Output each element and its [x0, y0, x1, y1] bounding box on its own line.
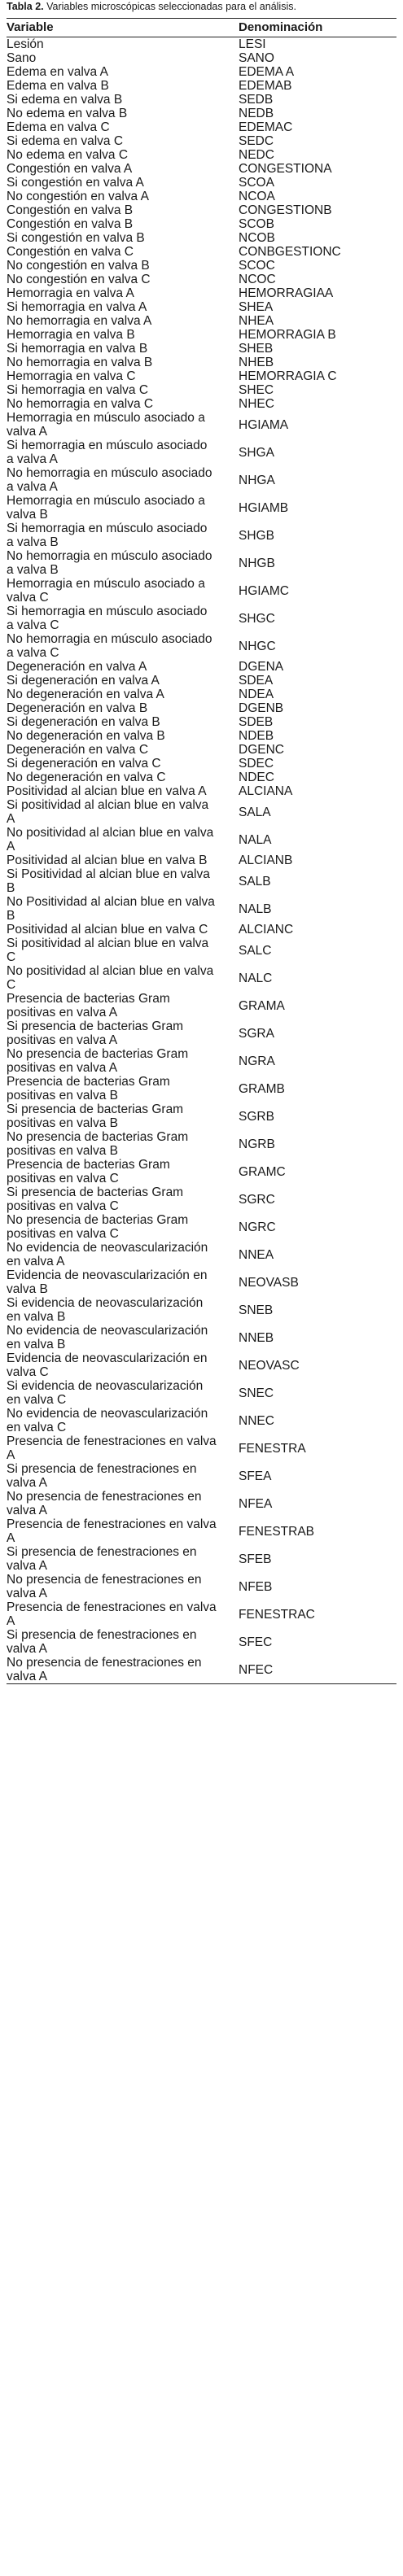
cell-denominacion: SHEB — [239, 342, 274, 356]
cell-denominacion: SEDC — [239, 134, 274, 148]
cell-denominacion: SHEA — [239, 300, 274, 314]
cell-denominacion: CONGESTIONB — [239, 203, 332, 217]
table-row — [7, 688, 396, 701]
cell-denominacion: NCOC — [239, 273, 276, 286]
cell-denominacion: SDEB — [239, 715, 274, 729]
cell-variable: No evidencia de neovascularización en valva A — [7, 1241, 208, 1268]
cell-variable: No positividad al alcian blue en valva A — [7, 826, 214, 854]
cell-variable: Positividad al alcian blue en valva B — [7, 854, 208, 867]
cell-variable: Si congestión en valva A — [7, 176, 144, 190]
cell-variable: No hemorragia en músculo asociado a valva C — [7, 632, 212, 660]
cell-variable: Degeneración en valva B — [7, 701, 148, 715]
cell-variable: No hemorragia en valva C — [7, 397, 154, 411]
table-row — [7, 383, 396, 397]
table-row — [7, 1296, 396, 1324]
table-row — [7, 176, 396, 190]
cell-variable: Hemorragia en valva A — [7, 286, 134, 300]
cell-variable: No positividad al alcian blue en valva C — [7, 964, 214, 992]
cell-variable: Si hemorragia en valva B — [7, 342, 148, 356]
cell-variable: Evidencia de neovascularización en valva B — [7, 1268, 208, 1296]
cell-denominacion: LESI — [239, 37, 266, 51]
cell-variable: Presencia de fenestraciones en valva A — [7, 1600, 217, 1628]
table-row — [7, 992, 396, 1019]
cell-variable: No degeneración en valva C — [7, 771, 166, 784]
cell-denominacion: NGRA — [239, 1054, 275, 1068]
cell-variable: Presencia de bacterias Gram positivas en valva C — [7, 1158, 170, 1185]
cell-denominacion: SHGB — [239, 528, 274, 543]
table-row — [7, 895, 396, 923]
cell-denominacion: NNEB — [239, 1330, 274, 1345]
table-row — [7, 328, 396, 342]
table-row — [7, 1158, 396, 1185]
table-row — [7, 1434, 396, 1462]
table-row — [7, 65, 396, 79]
cell-denominacion: DGENB — [239, 701, 284, 715]
table-row — [7, 1102, 396, 1130]
cell-denominacion: NEDC — [239, 148, 274, 162]
cell-denominacion: HEMORRAGIA C — [239, 369, 337, 383]
cell-denominacion: SCOA — [239, 176, 274, 190]
cell-variable: Edema en valva C — [7, 120, 110, 134]
cell-denominacion: GRAMC — [239, 1164, 286, 1179]
table-row — [7, 1573, 396, 1600]
table-row — [7, 1545, 396, 1573]
table-row — [7, 494, 396, 522]
cell-denominacion: SFEB — [239, 1552, 272, 1566]
table-row — [7, 203, 396, 217]
table-row — [7, 1047, 396, 1075]
cell-denominacion: NHGA — [239, 473, 275, 487]
cell-variable: Hemorragia en músculo asociado a valva C — [7, 577, 205, 605]
cell-denominacion: SHGC — [239, 611, 275, 626]
cell-variable: No evidencia de neovascularización en valva C — [7, 1407, 208, 1434]
table-row — [7, 771, 396, 784]
cell-denominacion: DGENC — [239, 743, 284, 757]
cell-denominacion: NCOB — [239, 231, 275, 245]
cell-variable: Si Positividad al alcian blue en valva B — [7, 867, 210, 895]
cell-variable: Presencia de bacterias Gram positivas en valva B — [7, 1075, 170, 1102]
table-caption — [7, 0, 396, 13]
cell-denominacion: SFEC — [239, 1635, 273, 1649]
cell-denominacion: NHEC — [239, 397, 274, 411]
header-denominacion: Denominación — [232, 19, 396, 37]
cell-variable: No congestión en valva A — [7, 190, 149, 203]
cell-denominacion: NALB — [239, 902, 272, 916]
cell-denominacion: NALC — [239, 971, 273, 985]
cell-denominacion: CONBGESTIONC — [239, 245, 341, 259]
table-row — [7, 369, 396, 383]
cell-denominacion: SGRA — [239, 1026, 274, 1041]
cell-denominacion: NFEC — [232, 1656, 396, 1684]
cell-denominacion: SGRB — [239, 1109, 274, 1124]
table-row — [7, 549, 396, 577]
cell-variable: No presencia de bacterias Gram positivas en valva C — [7, 1213, 189, 1241]
cell-denominacion: HEMORRAGIA B — [239, 328, 336, 342]
table-row — [7, 743, 396, 757]
table-row — [7, 79, 396, 93]
cell-denominacion: NHEA — [239, 314, 274, 328]
cell-denominacion: NEDB — [239, 107, 274, 120]
table-row — [7, 937, 396, 964]
table-row — [7, 162, 396, 176]
cell-variable: Congestión en valva C — [7, 245, 134, 259]
table-row — [7, 286, 396, 300]
cell-denominacion: SCOC — [239, 259, 275, 273]
cell-variable: Degeneración en valva A — [7, 660, 147, 674]
cell-variable: Si presencia de fenestraciones en valva A — [7, 1628, 197, 1656]
cell-denominacion: NEOVASC — [239, 1358, 300, 1373]
table-row — [7, 37, 396, 52]
table-header-row — [7, 19, 396, 37]
table-row — [7, 314, 396, 328]
cell-denominacion: HEMORRAGIAA — [239, 286, 334, 300]
table-row — [7, 439, 396, 466]
table-row — [7, 632, 396, 660]
table-row — [7, 300, 396, 314]
cell-denominacion: SHGA — [239, 445, 274, 460]
cell-denominacion: FENESTRAB — [239, 1524, 315, 1539]
table-row — [7, 1019, 396, 1047]
cell-variable: Congestión en valva B — [7, 217, 134, 231]
cell-variable: No presencia de fenestraciones en valva A — [7, 1573, 202, 1600]
table-row — [7, 964, 396, 992]
table-row — [7, 1490, 396, 1517]
cell-variable: Hemorragia en músculo asociado a valva B — [7, 494, 205, 522]
cell-denominacion: FENESTRA — [239, 1441, 306, 1456]
table-row — [7, 522, 396, 549]
cell-variable: No presencia de bacterias Gram positivas en valva B — [7, 1130, 189, 1158]
cell-denominacion: HGIAMC — [239, 583, 289, 598]
table-row — [7, 1656, 396, 1684]
cell-variable: Si congestión en valva B — [7, 231, 145, 245]
cell-variable: Degeneración en valva C — [7, 743, 149, 757]
cell-denominacion: GRAMA — [239, 998, 285, 1013]
table-row — [7, 93, 396, 107]
table-row — [7, 231, 396, 245]
table-row — [7, 259, 396, 273]
cell-denominacion: NNEC — [239, 1413, 274, 1428]
table-row — [7, 1324, 396, 1351]
cell-denominacion: NFEB — [239, 1579, 273, 1594]
cell-variable: No Positividad al alcian blue en valva B — [7, 895, 215, 923]
cell-variable: No edema en valva B — [7, 107, 128, 120]
table-row — [7, 923, 396, 937]
cell-variable: Si presencia de bacterias Gram positivas en valva A — [7, 1019, 184, 1047]
cell-variable: Hemorragia en valva C — [7, 369, 136, 383]
cell-denominacion: SNEB — [239, 1303, 274, 1317]
cell-variable: Si degeneración en valva B — [7, 715, 160, 729]
cell-variable: Positividad al alcian blue en valva A — [7, 784, 207, 798]
table-caption-label: Tabla 2. — [7, 1, 44, 12]
cell-denominacion: NCOA — [239, 190, 275, 203]
cell-denominacion: NNEA — [239, 1247, 274, 1262]
cell-variable: No degeneración en valva B — [7, 729, 165, 743]
cell-denominacion: ALCIANC — [239, 923, 294, 937]
cell-denominacion: SALA — [239, 805, 271, 819]
cell-variable: Congestión en valva A — [7, 162, 133, 176]
table-row — [7, 605, 396, 632]
cell-variable: Presencia de bacterias Gram positivas en valva A — [7, 992, 170, 1019]
cell-denominacion: NHEB — [239, 356, 274, 369]
table-row — [7, 1075, 396, 1102]
cell-variable: Edema en valva B — [7, 79, 109, 93]
table-row — [7, 148, 396, 162]
cell-variable: Si hemorragia en músculo asociado a valva C — [7, 605, 208, 632]
cell-denominacion: NHGC — [239, 639, 276, 653]
cell-denominacion: NGRB — [239, 1137, 275, 1151]
cell-variable: No presencia de fenestraciones en valva A — [7, 1656, 232, 1684]
cell-denominacion: ALCIANB — [239, 854, 293, 867]
table-row — [7, 701, 396, 715]
cell-denominacion: FENESTRAC — [239, 1607, 315, 1622]
table-row — [7, 757, 396, 771]
cell-variable: No presencia de bacterias Gram positivas en valva A — [7, 1047, 189, 1075]
cell-variable: Si evidencia de neovascularización en valva B — [7, 1296, 204, 1324]
cell-denominacion: NFEA — [239, 1496, 273, 1511]
cell-variable: Si hemorragia en valva C — [7, 383, 149, 397]
table-caption-text: Variables microscópicas seleccionadas para el análisis. — [43, 1, 296, 12]
table-row — [7, 660, 396, 674]
cell-denominacion: EDEMAC — [239, 120, 293, 134]
cell-denominacion: NEOVASB — [239, 1275, 299, 1290]
header-variable: Variable — [7, 19, 232, 37]
table-row — [7, 715, 396, 729]
cell-variable: Si edema en valva B — [7, 93, 123, 107]
table-row — [7, 1130, 396, 1158]
table-row — [7, 826, 396, 854]
table-row — [7, 729, 396, 743]
cell-variable: Si presencia de bacterias Gram positivas en valva B — [7, 1102, 184, 1130]
cell-denominacion: NDEC — [239, 771, 274, 784]
table-row — [7, 577, 396, 605]
table-row — [7, 784, 396, 798]
cell-variable: Si edema en valva C — [7, 134, 124, 148]
cell-denominacion: HGIAMB — [239, 500, 289, 515]
cell-denominacion: CONGESTIONA — [239, 162, 332, 176]
cell-variable: Si presencia de bacterias Gram positivas en valva C — [7, 1185, 184, 1213]
cell-variable: No degeneración en valva A — [7, 688, 164, 701]
cell-variable: Si degeneración en valva C — [7, 757, 161, 771]
table-row — [7, 245, 396, 259]
table-row — [7, 798, 396, 826]
table-row — [7, 397, 396, 411]
cell-variable: Si positividad al alcian blue en valva C — [7, 937, 209, 964]
table-row — [7, 134, 396, 148]
cell-variable: No hemorragia en valva B — [7, 356, 153, 369]
cell-denominacion: SDEA — [239, 674, 274, 688]
cell-denominacion: SCOB — [239, 217, 274, 231]
cell-variable: Presencia de fenestraciones en valva A — [7, 1434, 217, 1462]
cell-denominacion: SEDB — [239, 93, 274, 107]
table-row — [7, 1185, 396, 1213]
cell-variable: No hemorragia en valva A — [7, 314, 152, 328]
cell-variable: No evidencia de neovascularización en valva B — [7, 1324, 208, 1351]
cell-denominacion: SFEA — [239, 1469, 272, 1483]
cell-variable: No presencia de fenestraciones en valva A — [7, 1490, 202, 1517]
table-row — [7, 356, 396, 369]
cell-denominacion: NALA — [239, 832, 272, 847]
table-row — [7, 1213, 396, 1241]
cell-variable: Hemorragia en valva B — [7, 328, 135, 342]
cell-denominacion: NDEB — [239, 729, 274, 743]
cell-denominacion: DGENA — [239, 660, 284, 674]
cell-denominacion: SNEC — [239, 1386, 274, 1400]
table-row — [7, 1351, 396, 1379]
cell-variable: Lesión — [7, 37, 44, 51]
cell-denominacion: SHEC — [239, 383, 274, 397]
table-row — [7, 120, 396, 134]
cell-denominacion: NDEA — [239, 688, 274, 701]
table-row — [7, 854, 396, 867]
cell-variable: Congestión en valva B — [7, 203, 134, 217]
cell-variable: No edema en valva C — [7, 148, 129, 162]
cell-variable: Hemorragia en músculo asociado a valva A — [7, 411, 205, 439]
variables-table — [7, 18, 396, 1684]
table-row — [7, 1600, 396, 1628]
cell-variable: Si presencia de fenestraciones en valva A — [7, 1545, 197, 1573]
cell-denominacion: HGIAMA — [239, 417, 289, 432]
table-row — [7, 1628, 396, 1656]
cell-variable: No hemorragia en músculo asociado a valva B — [7, 549, 212, 577]
cell-variable: Sano — [7, 51, 37, 65]
table-row — [7, 273, 396, 286]
table-row — [7, 411, 396, 439]
cell-denominacion: SDEC — [239, 757, 274, 771]
cell-variable: Si hemorragia en músculo asociado a valva B — [7, 522, 208, 549]
cell-variable: Evidencia de neovascularización en valva C — [7, 1351, 208, 1379]
table-row — [7, 674, 396, 688]
table-row — [7, 867, 396, 895]
cell-variable: Si evidencia de neovascularización en valva C — [7, 1379, 204, 1407]
table-row — [7, 1268, 396, 1296]
cell-denominacion: EDEMA A — [239, 65, 295, 79]
cell-variable: Si hemorragia en músculo asociado a valva A — [7, 439, 208, 466]
cell-denominacion: SALC — [239, 943, 272, 958]
cell-denominacion: NHGB — [239, 556, 275, 570]
table-row — [7, 1241, 396, 1268]
table-row — [7, 1517, 396, 1545]
cell-variable: Si positividad al alcian blue en valva A — [7, 798, 209, 826]
cell-variable: No congestión en valva C — [7, 273, 151, 286]
table-row — [7, 190, 396, 203]
table-row — [7, 217, 396, 231]
cell-variable: Positividad al alcian blue en valva C — [7, 923, 208, 937]
cell-denominacion: NGRC — [239, 1220, 276, 1234]
table-row — [7, 342, 396, 356]
cell-variable: Si degeneración en valva A — [7, 674, 160, 688]
cell-denominacion: ALCIANA — [239, 784, 293, 798]
cell-variable: No hemorragia en músculo asociado a valva A — [7, 466, 212, 494]
cell-denominacion: SALB — [239, 874, 271, 889]
cell-variable: Edema en valva A — [7, 65, 108, 79]
table-row — [7, 107, 396, 120]
cell-variable: No congestión en valva B — [7, 259, 150, 273]
table-body — [7, 37, 396, 1684]
cell-denominacion: SGRC — [239, 1192, 275, 1207]
cell-denominacion: SANO — [239, 51, 274, 65]
table-row — [7, 1379, 396, 1407]
cell-variable: Presencia de fenestraciones en valva A — [7, 1517, 217, 1545]
table-row — [7, 1462, 396, 1490]
table-row — [7, 1407, 396, 1434]
table-row — [7, 466, 396, 494]
cell-variable: Si presencia de fenestraciones en valva A — [7, 1462, 197, 1490]
cell-denominacion: GRAMB — [239, 1081, 285, 1096]
cell-variable: Si hemorragia en valva A — [7, 300, 147, 314]
table-row — [7, 51, 396, 65]
cell-denominacion: EDEMAB — [239, 79, 292, 93]
